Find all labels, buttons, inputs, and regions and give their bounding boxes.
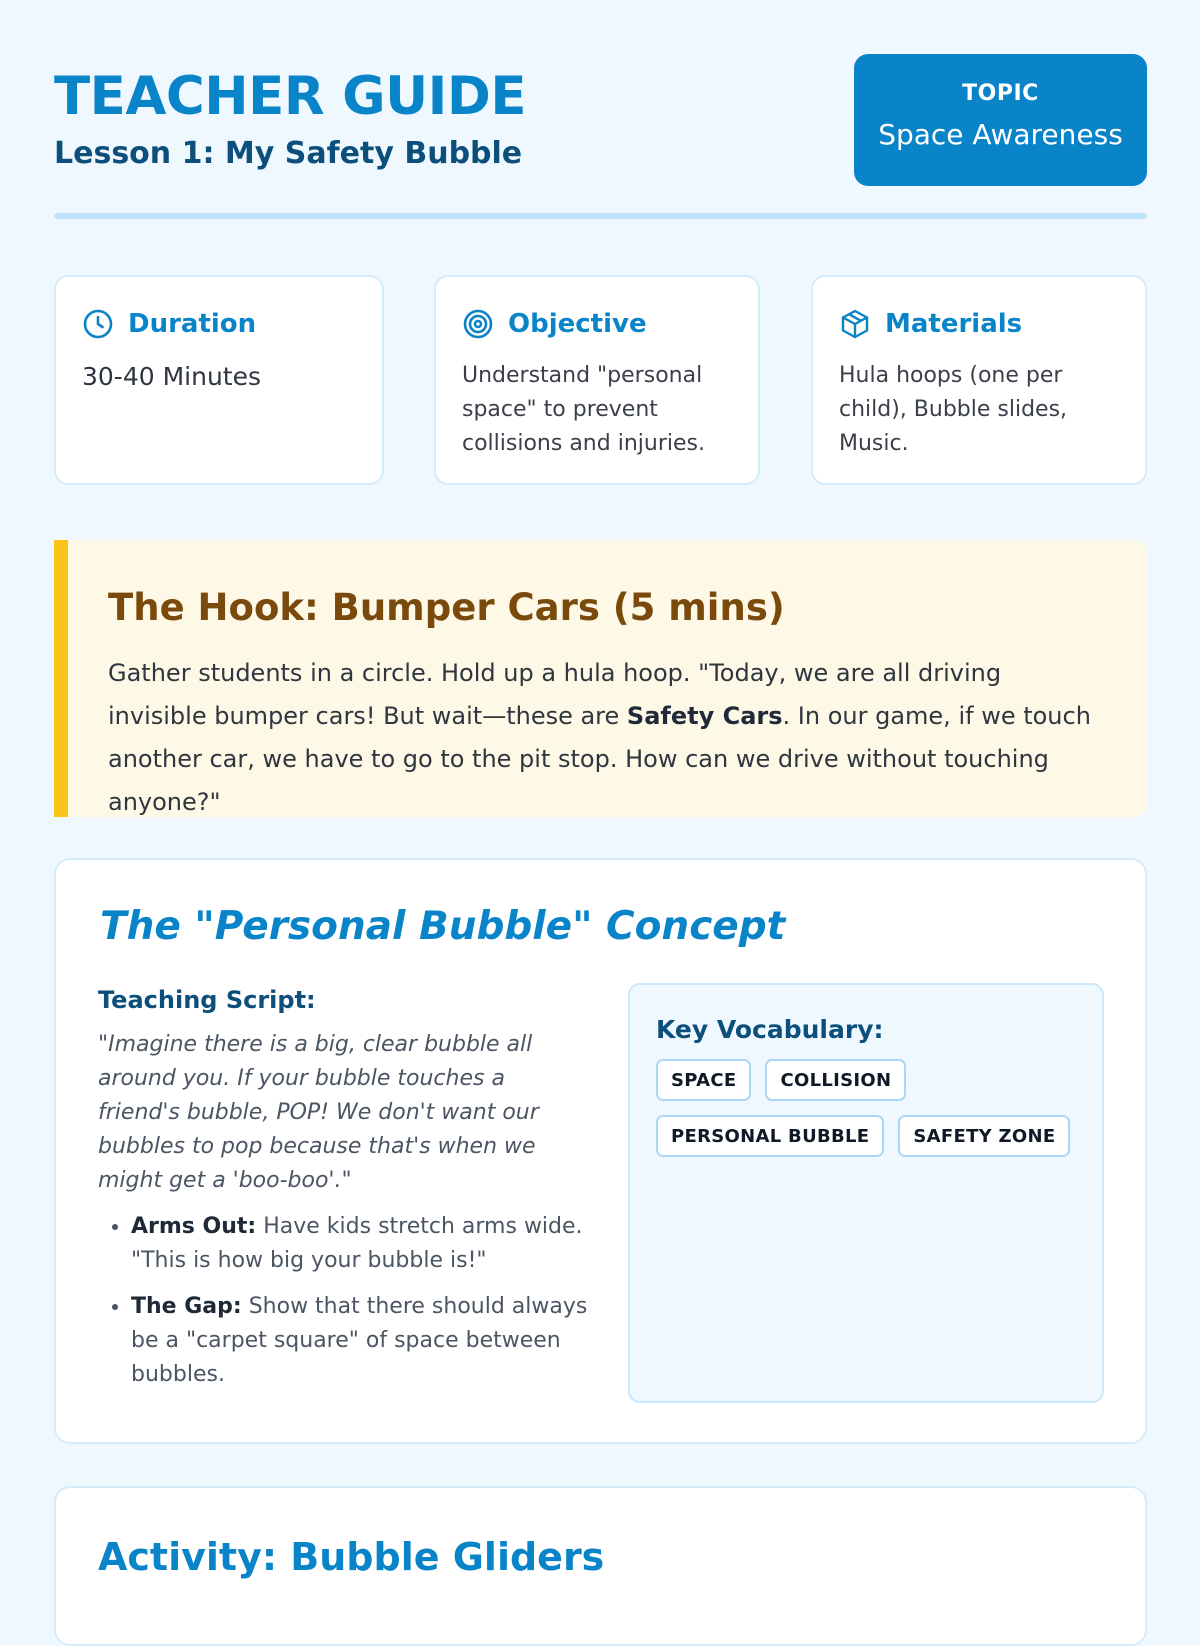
materials-title: Materials xyxy=(885,309,1023,339)
list-item xyxy=(131,1290,601,1392)
topic-value: Space Awareness xyxy=(878,118,1123,151)
duration-card xyxy=(54,275,384,485)
hook-section xyxy=(54,540,1147,817)
point-label: The Gap: xyxy=(131,1294,242,1319)
header xyxy=(54,54,1147,194)
concept-title: The "Personal Bubble" Concept xyxy=(100,904,786,949)
box-icon xyxy=(839,308,871,340)
vocab-tag: SPACE xyxy=(656,1059,751,1101)
vocab-tag: SAFETY ZONE xyxy=(898,1115,1070,1157)
objective-card xyxy=(434,275,760,485)
hook-text-bold: Safety Cars xyxy=(626,702,783,730)
lesson-title: Lesson 1: My Safety Bubble xyxy=(54,136,523,171)
point-label: Arms Out: xyxy=(131,1214,257,1239)
materials-text: Hula hoops (one per child), Bubble slides, Music. xyxy=(839,363,1068,456)
hook-text-end: . In our game, if we touch another car, we have to go to the pit stop. How can we drive without touching anyone?" xyxy=(108,702,1091,816)
vocabulary-tags xyxy=(656,1059,1086,1157)
script-heading: Teaching Script: xyxy=(98,986,316,1014)
target-icon xyxy=(462,308,494,340)
activity-section xyxy=(54,1486,1147,1646)
page-title: TEACHER GUIDE xyxy=(54,66,527,127)
point-text: Show that there should always be a "carpet square" of space between bubbles. xyxy=(131,1294,588,1387)
objective-text: Understand "personal space" to prevent collisions and injuries. xyxy=(462,363,705,456)
point-text: Have kids stretch arms wide. "This is how big your bubble is!" xyxy=(131,1214,583,1273)
hook-text xyxy=(108,652,1105,824)
vocab-tag: PERSONAL BUBBLE xyxy=(656,1115,884,1157)
concept-points xyxy=(98,1210,601,1404)
duration-value: 30-40 Minutes xyxy=(82,362,262,391)
vocab-tag: COLLISION xyxy=(765,1059,906,1101)
hook-text-start: Gather students in a circle. Hold up a hula hoop. "Today, we are all driving invisible bumper cars! But wait—these are xyxy=(108,659,1002,730)
teaching-script: "Imagine there is a big, clear bubble all around you. If your bubble touches a friend's bubble, POP! We don't want our bubbles to pop because that's when we might get a 'boo-boo'." xyxy=(98,1032,539,1193)
clock-icon xyxy=(82,308,114,340)
vocabulary-box xyxy=(628,983,1104,1403)
activity-title: Activity: Bubble Gliders xyxy=(98,1535,605,1579)
materials-card xyxy=(811,275,1147,485)
objective-title: Objective xyxy=(508,309,647,339)
duration-title: Duration xyxy=(128,309,257,339)
vocabulary-title: Key Vocabulary: xyxy=(656,1015,884,1044)
topic-badge xyxy=(854,54,1147,186)
hook-title: The Hook: Bumper Cars (5 mins) xyxy=(108,586,785,629)
list-item xyxy=(131,1210,601,1278)
topic-label: TOPIC xyxy=(962,81,1039,106)
concept-section xyxy=(54,858,1147,1444)
header-divider xyxy=(54,213,1147,219)
